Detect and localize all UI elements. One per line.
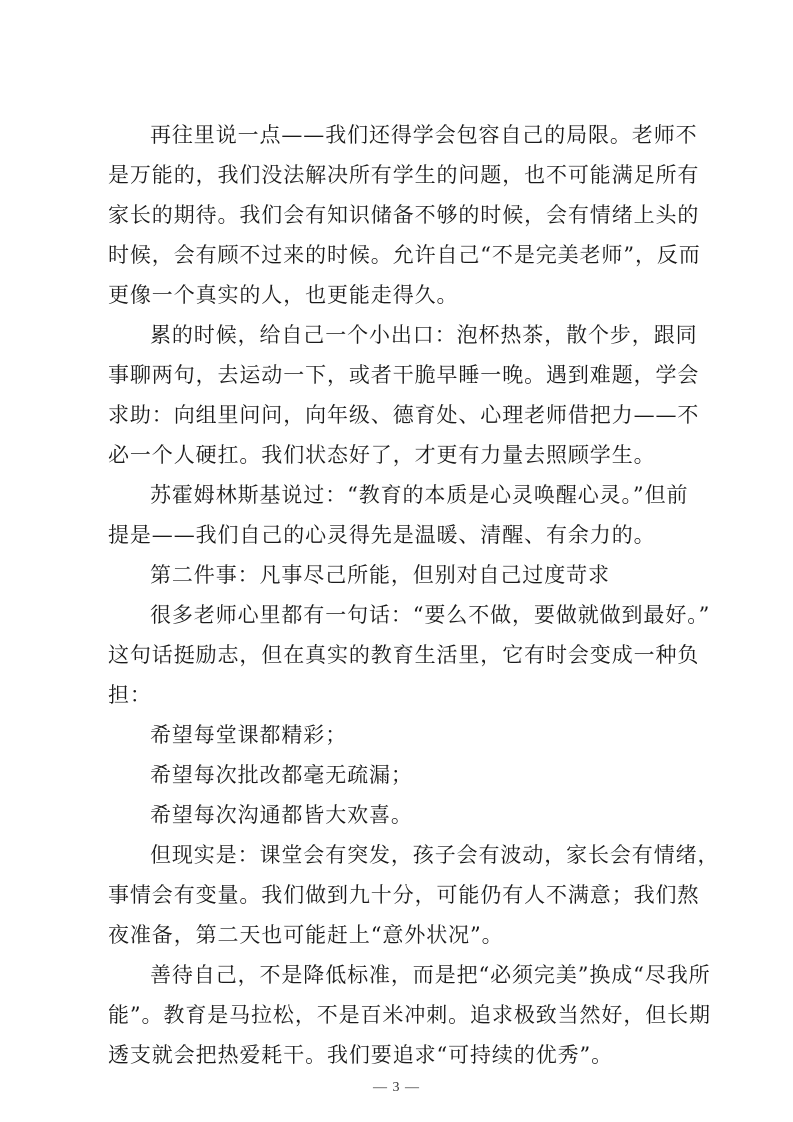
paragraph-2-line-3: 求助：向组里问问，向年级、德育处、心理老师借把力——不 <box>108 403 700 427</box>
list-item-1: 希望每堂课都精彩； <box>150 723 348 747</box>
paragraph-4-line-3: 担： <box>108 683 152 707</box>
paragraph-6-line-2: 能”。教育是马拉松，不是百米冲刺。追求极致当然好，但长期 <box>108 1003 711 1027</box>
paragraph-2-line-2: 事聊两句，去运动一下，或者干脆早睡一晚。遇到难题，学会 <box>108 363 700 387</box>
list-item-3: 希望每次沟通都皆大欢喜。 <box>150 803 413 827</box>
paragraph-4-line-2: 这句话挺励志，但在真实的教育生活里，它有时会变成一种负 <box>108 643 700 667</box>
paragraph-6-line-3: 透支就会把热爱耗干。我们要追求“可持续的优秀”。 <box>108 1043 614 1067</box>
list-item-2: 希望每次批改都毫无疏漏； <box>150 763 413 787</box>
page-number: — 3 — <box>373 1080 420 1095</box>
paragraph-6-line-1: 善待自己，不是降低标准，而是把“必须完美”换成“尽我所 <box>150 963 711 987</box>
paragraph-3-line-1: 苏霍姆林斯基说过：“教育的本质是心灵唤醒心灵。”但前 <box>150 483 689 507</box>
paragraph-5-line-3: 夜准备，第二天也可能赶上“意外状况”。 <box>108 923 504 947</box>
paragraph-3-line-2: 提是——我们自己的心灵得先是温暖、清醒、有余力的。 <box>108 523 656 547</box>
paragraph-2-line-1: 累的时候，给自己一个小出口：泡杯热茶，散个步，跟同 <box>150 323 698 347</box>
paragraph-5-line-1: 但现实是：课堂会有突发，孩子会有波动，家长会有情绪， <box>150 843 720 867</box>
paragraph-5-line-2: 事情会有变量。我们做到九十分，可能仍有人不满意；我们熬 <box>108 883 700 907</box>
paragraph-1-line-1: 再往里说一点——我们还得学会包容自己的局限。老师不 <box>150 123 698 147</box>
paragraph-1-line-5: 更像一个真实的人，也更能走得久。 <box>108 283 459 307</box>
paragraph-2-line-4: 必一个人硬扛。我们状态好了，才更有力量去照顾学生。 <box>108 443 656 467</box>
paragraph-4-line-1: 很多老师心里都有一句话：“要么不做，要做就做到最好。” <box>150 603 711 627</box>
paragraph-1-line-3: 家长的期待。我们会有知识储备不够的时候，会有情绪上头的 <box>108 203 700 227</box>
paragraph-1-line-2: 是万能的，我们没法解决所有学生的问题，也不可能满足所有 <box>108 163 700 187</box>
paragraph-1-line-4: 时候，会有顾不过来的时候。允许自己“不是完美老师”，反而 <box>108 243 701 267</box>
section-heading: 第二件事：凡事尽己所能，但别对自己过度苛求 <box>150 563 610 587</box>
